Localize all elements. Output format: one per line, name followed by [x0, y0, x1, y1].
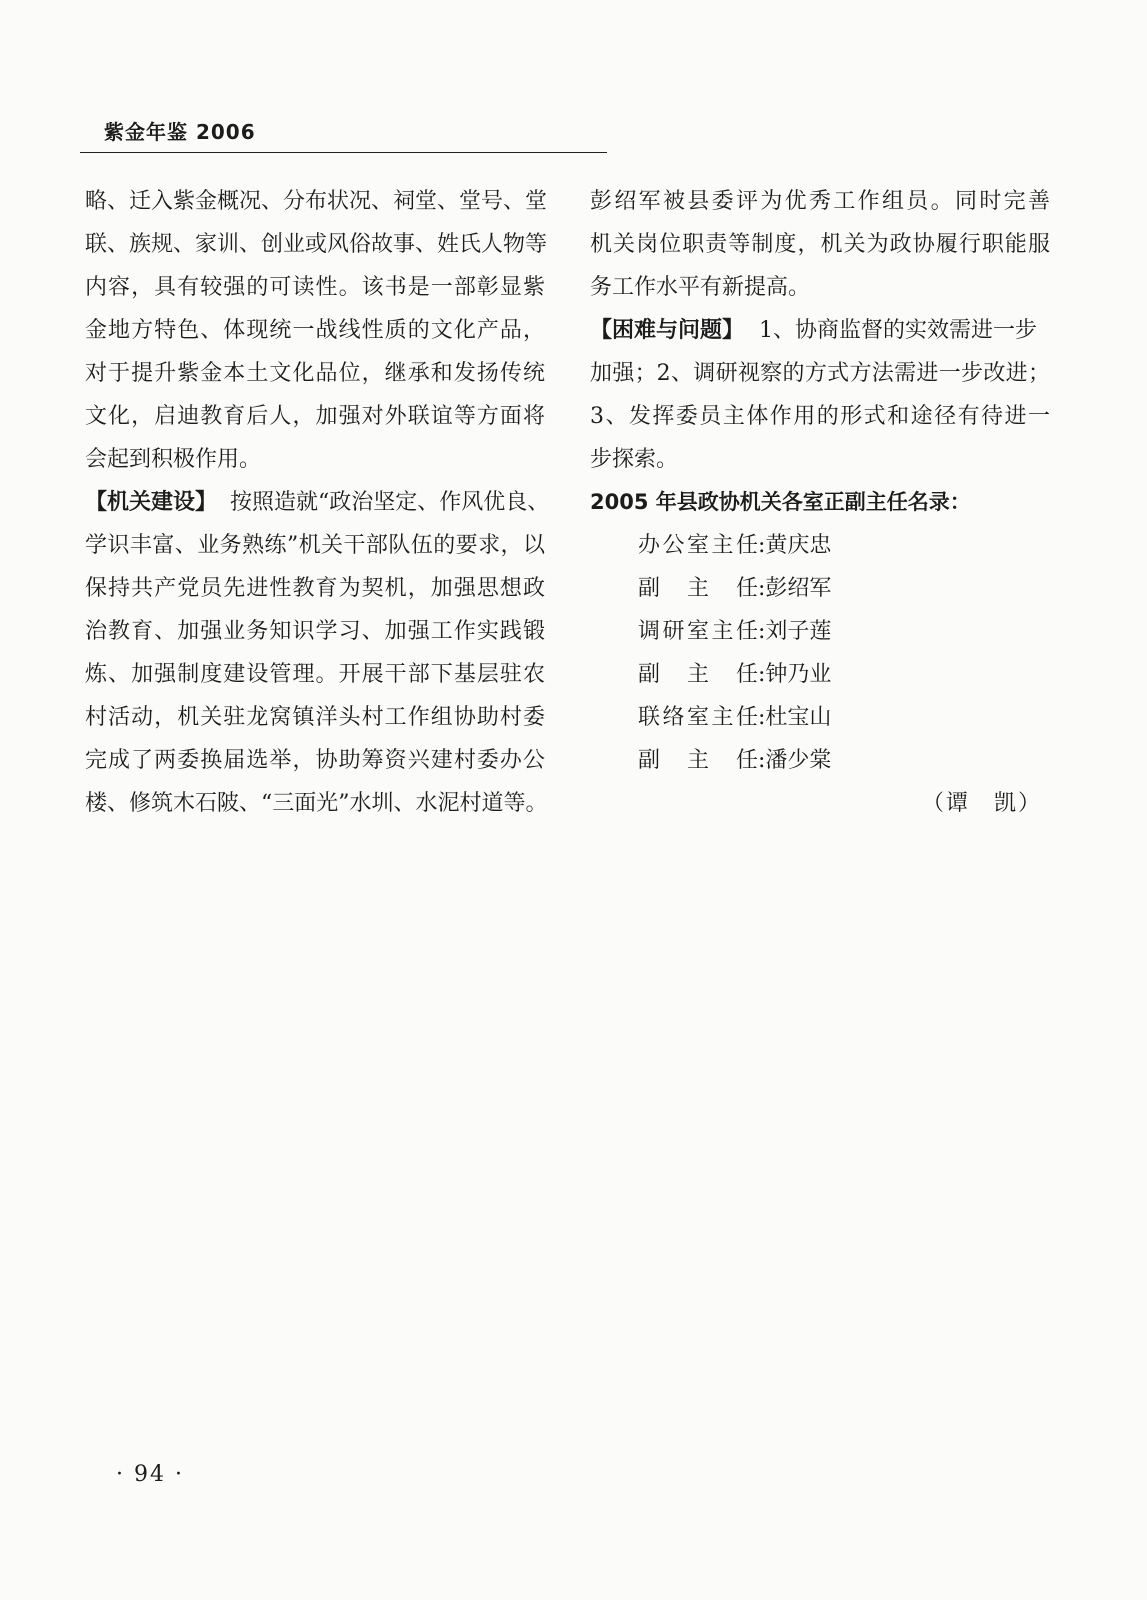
paragraph-line: 完成了两委换届选举，协助筹资兴建村委办公 — [85, 748, 545, 773]
paragraph-line: 保持共产党员先进性教育为契机，加强思想政 — [85, 576, 545, 601]
paragraph-line: 炼、加强制度建设管理。开展干部下基层驻农 — [85, 662, 545, 687]
header-rule — [80, 152, 607, 153]
roster-title: 2005 年县政协机关各室正副主任名录： — [590, 490, 971, 514]
paragraph-line: 联、族规、家训、创业或风俗故事、姓氏人物等 — [85, 232, 548, 257]
roster-row: 办公室主任:黄庆忠 — [638, 524, 1050, 567]
roster-role: 办公室主任 — [638, 533, 758, 558]
roster-name: 潘少棠 — [765, 748, 832, 773]
roster-role: 副主任 — [638, 576, 758, 601]
paragraph-line: 对于提升紫金本土文化品位，继承和发扬传统 — [85, 361, 545, 386]
section-heading-line — [590, 309, 1050, 352]
roster-list — [638, 524, 1050, 782]
paragraph-line: 略、迁入紫金概况、分布状况、祠堂、堂号、堂 — [85, 189, 548, 214]
roster-name: 黄庆忠 — [765, 533, 832, 558]
right-column — [590, 180, 1050, 825]
roster-row: 副主任:潘少棠 — [638, 739, 1050, 782]
left-column — [85, 180, 550, 825]
roster-name: 刘子莲 — [765, 619, 832, 644]
section-tag-jiguan: 【机关建设】 — [85, 490, 218, 515]
paragraph-line: 文化，启迪教育后人，加强对外联谊等方面将 — [85, 404, 545, 429]
paragraph-line: 加强；2、调研视察的方式方法需进一步改进； — [590, 361, 1050, 386]
roster-row: 调研室主任:刘子莲 — [638, 610, 1050, 653]
paragraph-line: 金地方特色、体现统一战线性质的文化产品， — [85, 318, 545, 343]
running-header: 紫金年鉴 2006 — [104, 120, 256, 144]
roster-role: 调研室主任 — [638, 619, 758, 644]
paragraph-line: 机关岗位职责等制度，机关为政协履行职能服 — [590, 232, 1050, 257]
paragraph-line: 治教育、加强业务知识学习、加强工作实践锻 — [85, 619, 545, 644]
author-credit: （谭 凯） — [921, 791, 1042, 816]
section-tag-problems: 【困难与问题】 — [590, 318, 745, 343]
section-first-text: 1、协商监督的实效需进一步 — [759, 318, 1038, 343]
paragraph-line: 会起到积极作用。 — [85, 447, 262, 472]
paragraph-line: 务工作水平有新提高。 — [590, 275, 811, 300]
section-first-text: 按照造就“政治坚定、作风优良、 — [230, 490, 550, 515]
roster-name: 彭绍军 — [765, 576, 832, 601]
roster-row: 联络室主任:杜宝山 — [638, 696, 1050, 739]
page-number: · 94 · — [116, 1462, 184, 1487]
paragraph-line: 学识丰富、业务熟练”机关干部队伍的要求，以 — [85, 533, 545, 558]
roster-row: 副主任:彭绍军 — [638, 567, 1050, 610]
roster-role: 副主任 — [638, 662, 758, 687]
paragraph-line: 村活动，机关驻龙窝镇洋头村工作组协助村委 — [85, 705, 545, 730]
paragraph-line: 内容，具有较强的可读性。该书是一部彰显紫 — [85, 275, 545, 300]
roster-role: 联络室主任 — [638, 705, 758, 730]
roster-row: 副主任:钟乃业 — [638, 653, 1050, 696]
section-heading-line — [85, 481, 550, 524]
paragraph-line: 3、发挥委员主体作用的形式和途径有待进一 — [590, 404, 1050, 429]
paragraph-line: 楼、修筑木石陂、“三面光”水圳、水泥村道等。 — [85, 791, 548, 816]
roster-name: 钟乃业 — [765, 662, 832, 687]
paragraph-line: 步探索。 — [590, 447, 679, 472]
roster-role: 副主任 — [638, 748, 758, 773]
paragraph-line: 彭绍军被县委评为优秀工作组员。同时完善 — [590, 189, 1050, 214]
roster-name: 杜宝山 — [765, 705, 832, 730]
